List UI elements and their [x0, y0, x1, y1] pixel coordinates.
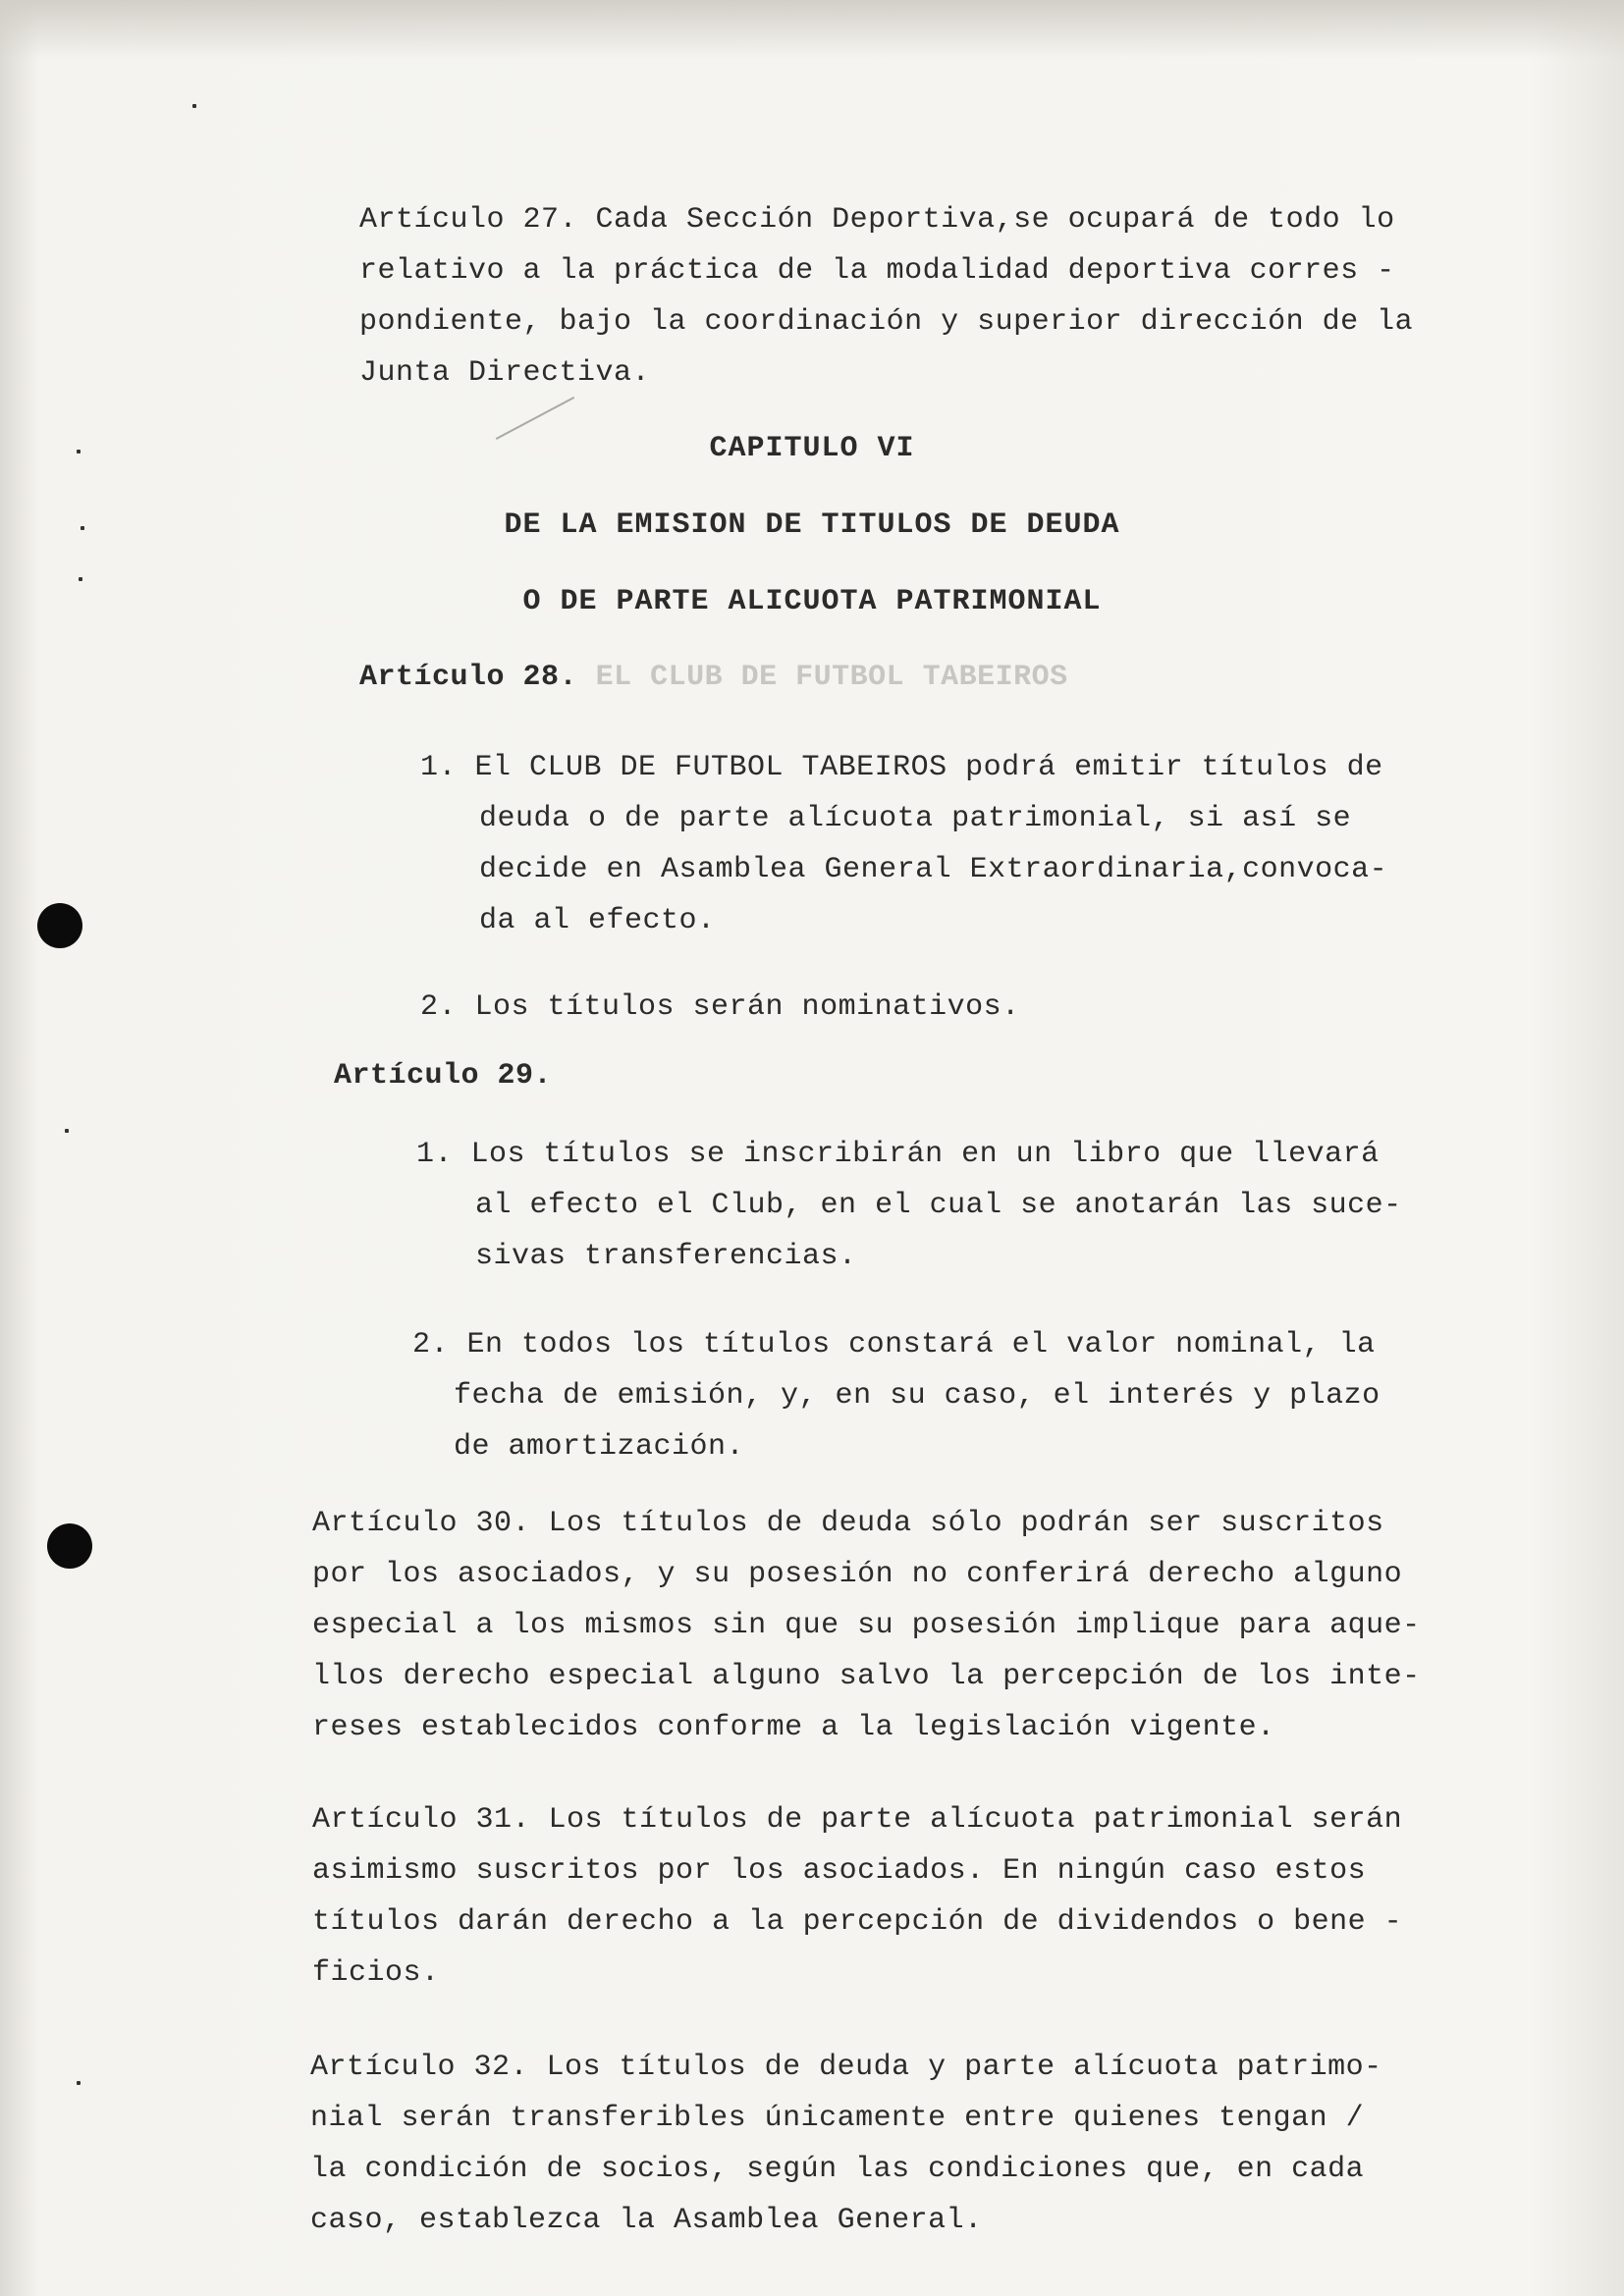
article-30-line: llos derecho especial alguno salvo la percepción de los inte-	[312, 1660, 1421, 1693]
article-29-heading: Artículo 29.	[334, 1059, 553, 1093]
article-28-faded-text: EL CLUB DE FUTBOL TABEIROS	[595, 661, 1068, 694]
article-28-item-1-line: da al efecto.	[479, 904, 716, 937]
article-27-line: Junta Directiva.	[359, 356, 651, 390]
article-28-item-1-line: deuda o de parte alícuota patrimonial, si así se	[479, 802, 1352, 835]
article-28-heading	[359, 652, 1068, 703]
article-29-item-1	[416, 1129, 1402, 1282]
article-28-label: Artículo 28.	[359, 661, 578, 694]
article-30-line: reses establecidos conforme a la legislación vigente.	[312, 1711, 1275, 1744]
binder-hole	[37, 903, 82, 948]
scan-speck	[65, 1129, 69, 1133]
article-31-line: asimismo suscritos por los asociados. En ningún caso estos	[312, 1854, 1367, 1888]
article-28-item-2: 2. Los títulos serán nominativos.	[420, 990, 1020, 1024]
article-28-item-1	[420, 742, 1387, 946]
article-30-line: Artículo 30. Los títulos de deuda sólo podrán ser suscritos	[312, 1507, 1384, 1540]
article-31	[312, 1794, 1402, 1999]
scan-speck	[77, 2081, 81, 2085]
article-32-line: la condición de socios, según las condiciones que, en cada	[310, 2153, 1365, 2186]
article-29-item-2	[412, 1319, 1380, 1472]
article-28-item-1-line: 1. El CLUB DE FUTBOL TABEIROS podrá emitir títulos de	[420, 751, 1383, 784]
article-31-line: Artículo 31. Los títulos de parte alícuota patrimonial serán	[312, 1803, 1403, 1837]
article-31-line: títulos darán derecho a la percepción de dividendos o bene -	[312, 1905, 1403, 1939]
article-30-line: por los asociados, y su posesión no conferirá derecho alguno	[312, 1558, 1403, 1591]
chapter-title-line-1: DE LA EMISION DE TITULOS DE DEUDA	[504, 508, 1120, 542]
article-30-line: especial a los mismos sin que su posesión implique para aque-	[312, 1609, 1421, 1642]
article-29-item-1-line: al efecto el Club, en el cual se anotarán las suce-	[475, 1189, 1402, 1222]
article-32-line: Artículo 32. Los títulos de deuda y parte alícuota patrimo-	[310, 2051, 1382, 2084]
article-31-line: ficios.	[312, 1956, 440, 1990]
chapter-number: CAPITULO VI	[709, 432, 915, 465]
article-29-item-1-line: sivas transferencias.	[475, 1240, 857, 1273]
article-27-line: relativo a la práctica de la modalidad deportiva corres -	[359, 254, 1395, 288]
article-27-line: Artículo 27. Cada Sección Deportiva,se ocupará de todo lo	[359, 203, 1395, 237]
article-28-item-1-line: decide en Asamblea General Extraordinaria,convoca-	[479, 853, 1388, 886]
binder-hole	[47, 1523, 92, 1569]
scan-speck	[192, 104, 196, 108]
article-30	[312, 1498, 1421, 1753]
article-29-item-2-line: de amortización.	[454, 1430, 745, 1464]
chapter-title-line-2: O DE PARTE ALICUOTA PATRIMONIAL	[522, 585, 1102, 618]
article-27-line: pondiente, bajo la coordinación y superior dirección de la	[359, 305, 1414, 339]
scan-speck	[79, 577, 82, 581]
article-32	[310, 2042, 1382, 2246]
article-29-item-2-line: fecha de emisión, y, en su caso, el interés y plazo	[454, 1379, 1380, 1413]
article-29-item-1-line: 1. Los títulos se inscribirán en un libro que llevará	[416, 1138, 1380, 1171]
article-32-line: caso, establezca la Asamblea General.	[310, 2204, 983, 2237]
article-29-item-2-line: 2. En todos los títulos constará el valor nominal, la	[412, 1328, 1376, 1362]
scan-shadow	[0, 0, 1624, 59]
article-27	[359, 194, 1413, 399]
article-32-line: nial serán transferibles únicamente entre quienes tengan /	[310, 2102, 1365, 2135]
